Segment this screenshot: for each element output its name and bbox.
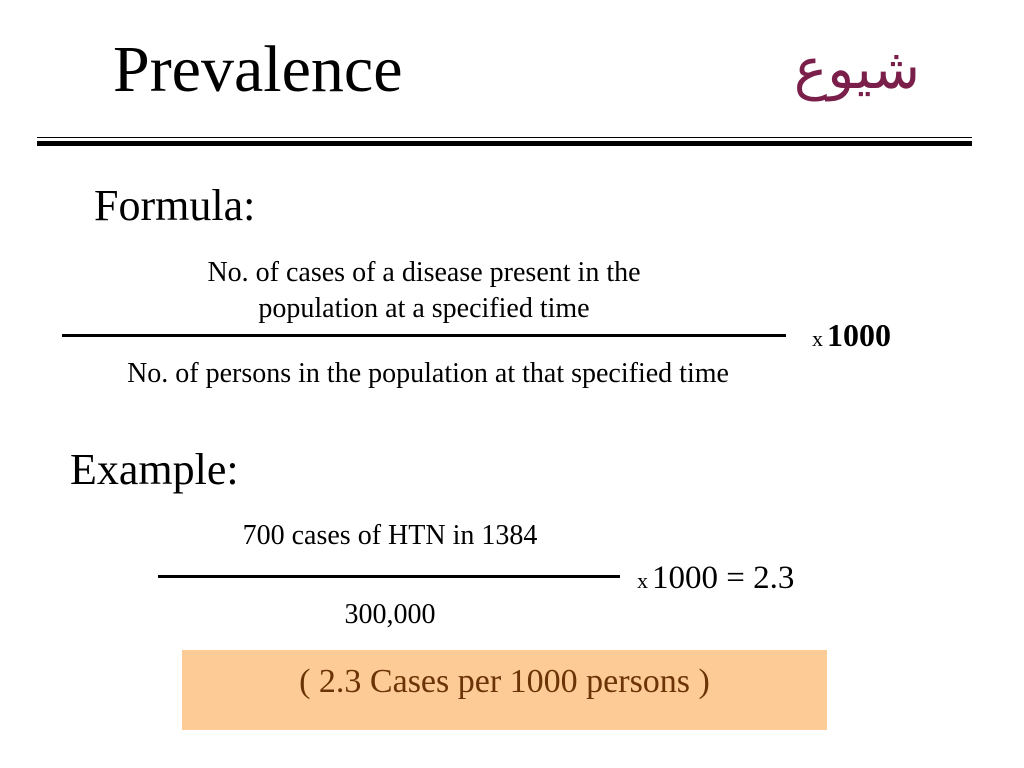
result-text: ( 2.3 Cases per 1000 persons ): [299, 663, 710, 700]
example-fraction-bar: [158, 575, 620, 578]
slide-title-arabic: شيوع: [793, 37, 920, 102]
example-multiplier: [637, 558, 794, 604]
example-multiply-sign: x: [637, 568, 648, 593]
formula-fraction-bar: [62, 334, 786, 337]
formula-denominator: No. of persons in the population at that specified time: [127, 358, 729, 389]
example-numerator: 700 cases of HTN in 1384: [242, 520, 538, 551]
formula-numerator-line-1: No. of cases of a disease present in the: [207, 257, 641, 288]
slide-title: Prevalence: [113, 33, 403, 106]
formula-numerator: [64, 255, 784, 327]
formula-multiply-sign: x: [812, 326, 823, 351]
formula-multiplier-value: 1000: [827, 317, 891, 353]
example-denominator: 300,000: [344, 599, 436, 630]
example-heading: Example:: [70, 445, 239, 494]
formula-heading: Formula:: [94, 181, 256, 230]
title-divider-thin: [37, 137, 972, 138]
formula-numerator-line-2: population at a specified time: [258, 293, 590, 324]
example-result-expression: 1000 = 2.3: [652, 560, 795, 596]
formula-multiplier: [812, 315, 891, 362]
title-divider-thick: [37, 141, 972, 146]
